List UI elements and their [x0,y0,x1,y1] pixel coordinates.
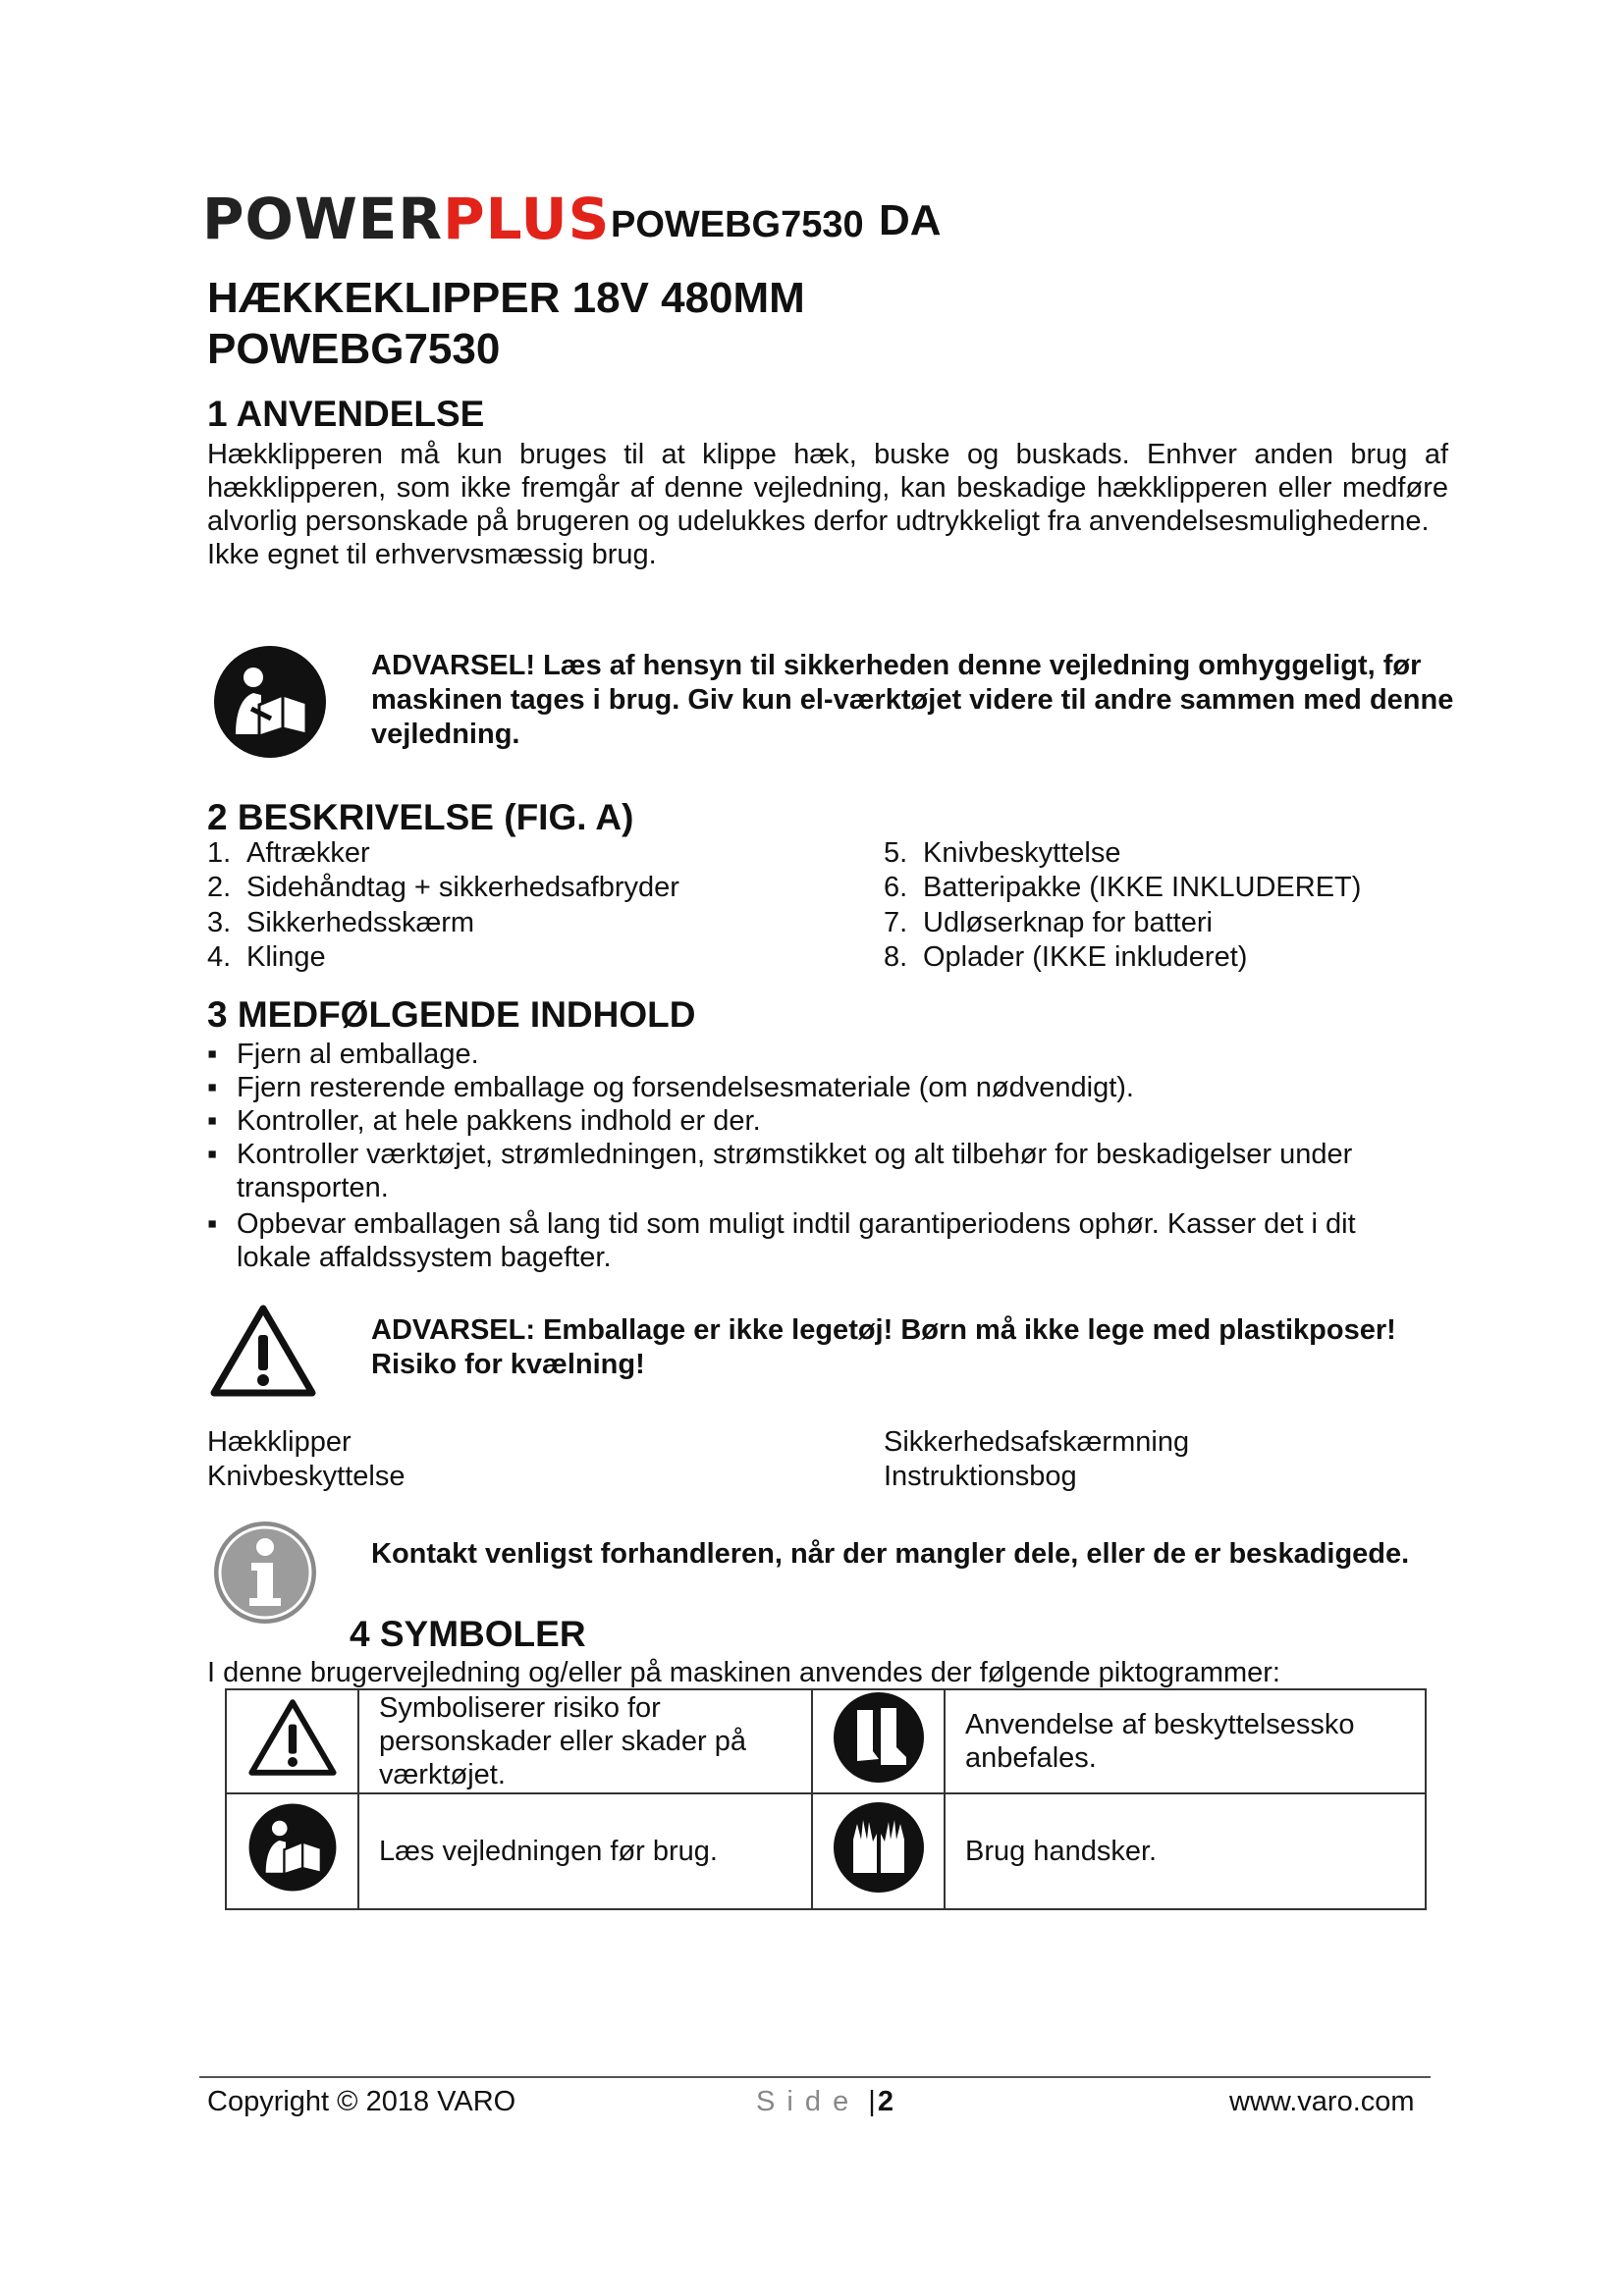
description-item [884,940,1361,975]
contents-left [207,1425,406,1494]
list-item [207,1207,1435,1274]
read-manual-icon [247,1802,338,1893]
symbol-icon-cell [226,1793,358,1909]
document-title-line1: HÆKKEKLIPPER 18V 480MM [207,274,805,322]
description-item-num: 2. [207,872,232,903]
section2-heading: 2 BESKRIVELSE (FIG. A) [207,797,634,837]
list-item [207,1071,1435,1104]
description-item-num: 6. [884,872,908,903]
description-item-num: 5. [884,837,908,869]
read-manual-icon [212,644,328,760]
section4-intro: I denne brugervejledning og/eller på maskinen anvendes der følgende piktogrammer: [207,1657,1280,1688]
footer-copyright: Copyright © 2018 VARO [207,2086,516,2117]
warning-triangle-icon [210,1304,316,1398]
content-item: Knivbeskyttelse [207,1461,406,1492]
section3-heading: 3 MEDFØLGENDE INDHOLD [207,994,696,1035]
description-item-label: Oplader (IKKE inkluderet) [923,941,1248,973]
description-item [884,871,1361,906]
footer-page-label [756,2085,895,2118]
table-row [226,1793,1426,1909]
info-icon [212,1520,318,1626]
list-item [207,1138,1435,1204]
description-item-num: 4. [207,941,232,973]
gloves-icon [832,1800,926,1895]
description-item-label: Sikkerhedsskærm [246,907,475,938]
document-title-line2: POWEBG7530 [207,325,501,373]
symbol-icon-cell [812,1689,945,1793]
description-item-label: Sidehåndtag + sikkerhedsafbryder [246,872,679,903]
footer-website: www.varo.com [1229,2086,1415,2117]
page-separator: | [868,2086,878,2117]
section1-body [207,438,1448,571]
model-number: POWEBG7530 [611,204,864,245]
brand-logo-part2: PLUS [443,186,611,252]
language-code: DA [879,196,942,244]
section1-paragraph: Hækklipperen må kun bruges til at klippe hæk, buske og buskads. Enhver anden brug af hækklipperen, som ikke fremgår af denne vejledning, kan beskadige hækklipperen eller medføre alvorlig personskade på brugeren og udelukkes derfor udtrykkeligt fra anvendelsesmulighederne. [207,439,1448,537]
description-item [207,836,679,871]
description-item-num: 8. [884,941,908,973]
description-item [207,940,679,975]
list-item-text: Fjern resterende emballage og forsendelsesmateriale (om nødvendigt). [237,1072,1134,1103]
symbol-icon-cell [812,1793,945,1909]
list-item-text: Kontroller, at hele pakkens indhold er der. [237,1105,761,1137]
description-list-right [884,836,1361,975]
description-item [207,906,679,940]
section1-note: Ikke egnet til erhvervsmæssig brug. [207,539,657,570]
contents-checklist [207,1038,1435,1274]
brand-logo-part1: POWER [202,186,444,252]
warning-triangle-icon [248,1698,337,1777]
section3-info: Kontakt venligst forhandleren, når der mangler dele, eller de er beskadigede. [371,1538,1410,1570]
symbols-table [225,1688,1427,1910]
page-label-text: S i d e [756,2086,851,2117]
contents-right [884,1425,1189,1494]
description-list-left [207,836,679,975]
list-item-text: Fjern al emballage. [237,1039,479,1070]
list-item [207,1038,1435,1071]
list-item-text: Kontroller værktøjet, strømledningen, strømstikket og alt tilbehør for beskadigelser under transporten. [237,1139,1353,1203]
symbol-text-cell: Læs vejledningen før brug. [358,1793,812,1909]
section3-warning: ADVARSEL: Emballage er ikke legetøj! Børn må ikke lege med plastikposer! Risiko for kvælning! [371,1314,1396,1380]
list-item-text: Opbevar emballagen så lang tid som muligt indtil garantiperiodens ophør. Kasser det i dit lokale affaldssystem bagefter. [237,1208,1356,1273]
symbol-text-cell: Anvendelse af beskyttelsessko anbefales. [945,1689,1426,1793]
description-item [207,871,679,906]
section4-heading: 4 SYMBOLER [350,1614,586,1654]
description-item-label: Batteripakke (IKKE INKLUDERET) [923,872,1362,903]
safety-boots-icon [832,1690,926,1785]
section1-heading: 1 ANVENDELSE [207,394,485,434]
page-number: 2 [877,2086,895,2117]
description-item-num: 1. [207,837,232,869]
description-item-label: Udløserknap for batteri [923,907,1213,938]
section1-warning: ADVARSEL! Læs af hensyn til sikkerheden denne vejledning omhyggeligt, før maskinen tages i brug. Giv kun el-værktøjet videre til andre sammen med denne vejledning. [371,650,1454,750]
table-row [226,1689,1426,1793]
description-item-label: Klinge [246,941,326,973]
content-item: Sikkerhedsafskærmning [884,1426,1190,1458]
description-item-num: 7. [884,907,908,938]
symbol-text-cell: Symboliserer risiko for personskader eller skader på værktøjet. [358,1689,812,1793]
symbol-text-cell: Brug handsker. [945,1793,1426,1909]
list-item [207,1104,1435,1138]
description-item [884,836,1361,871]
description-item-label: Knivbeskyttelse [923,837,1121,869]
description-item [884,906,1361,940]
description-item-num: 3. [207,907,232,938]
brand-logo [202,185,610,253]
symbol-icon-cell [226,1689,358,1793]
content-item: Instruktionsbog [884,1461,1077,1492]
description-item-label: Aftrækker [246,837,370,869]
footer-divider [199,2076,1431,2078]
content-item: Hækklipper [207,1426,352,1458]
